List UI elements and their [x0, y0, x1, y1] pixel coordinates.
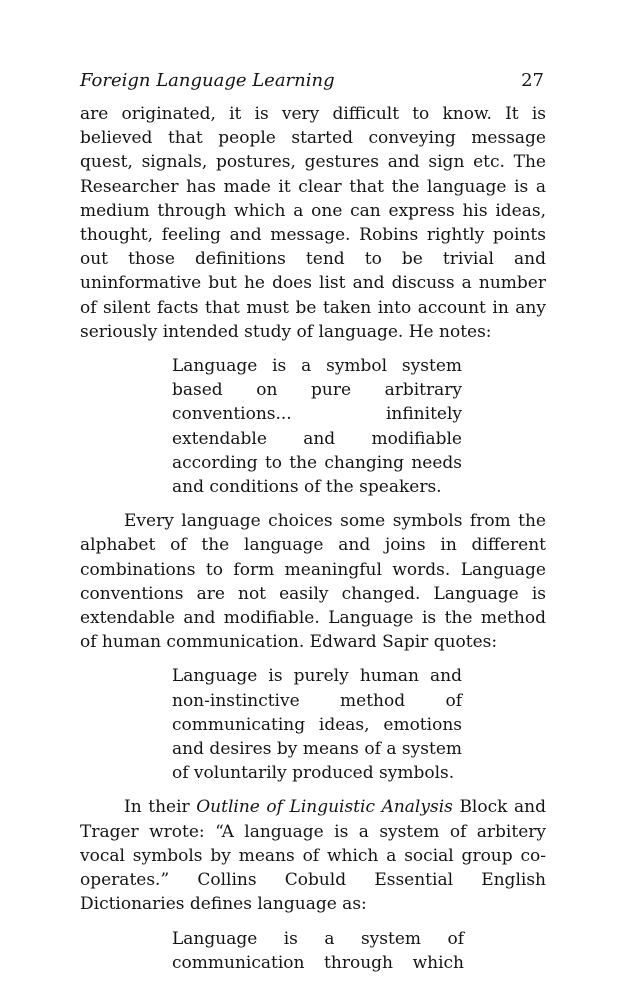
running-head-title: Foreign Language Learning	[80, 70, 335, 91]
page	[80, 70, 546, 975]
block-quote-collins: Language is a system of communication through which	[172, 928, 464, 973]
paragraph-3-intro: In their	[124, 797, 197, 818]
running-head	[80, 70, 546, 100]
block-quote-sapir: Language is purely human and non-instinctive method of communicating ideas, emotions and desires by means of a system of voluntarily produced symbols.	[172, 666, 462, 784]
paragraph-3-rest: Block and Trager wrote: “A language is a system of arbitery vocal symbols by means of which a social group co-operates.” Collins Cobuld Essential English Dictionaries defines language as:	[80, 797, 546, 915]
book-title: Outline of Linguistic Analysis	[196, 797, 453, 818]
block-quote-robins: Language is a symbol system based on pure arbitrary conventions... infinitely extendable and modifiable according to the changing needs and conditions of the speakers.	[172, 356, 462, 498]
page-number: 27	[521, 70, 544, 91]
paragraph-2: Every language choices some symbols from the alphabet of the language and joins in different combinations to form meaningful words. Language conventions are not easily changed. Language is extendable and modifiable. Language is the method of human communication. Edward Sapir quotes:	[80, 511, 546, 653]
paragraph-1: are originated, it is very difficult to know. It is believed that people started conveying message quest, signals, postures, gestures and sign etc. The Researcher has made it clear that the language is a medium through which a one can express his ideas, thought, feeling and message. Robins rightly points out those definitions tend to be trivial and uninformative but he does list and discuss a number of silent facts that must be taken into account in any seriously intended study of language. He notes:	[80, 104, 546, 342]
paragraph-3	[80, 795, 546, 916]
